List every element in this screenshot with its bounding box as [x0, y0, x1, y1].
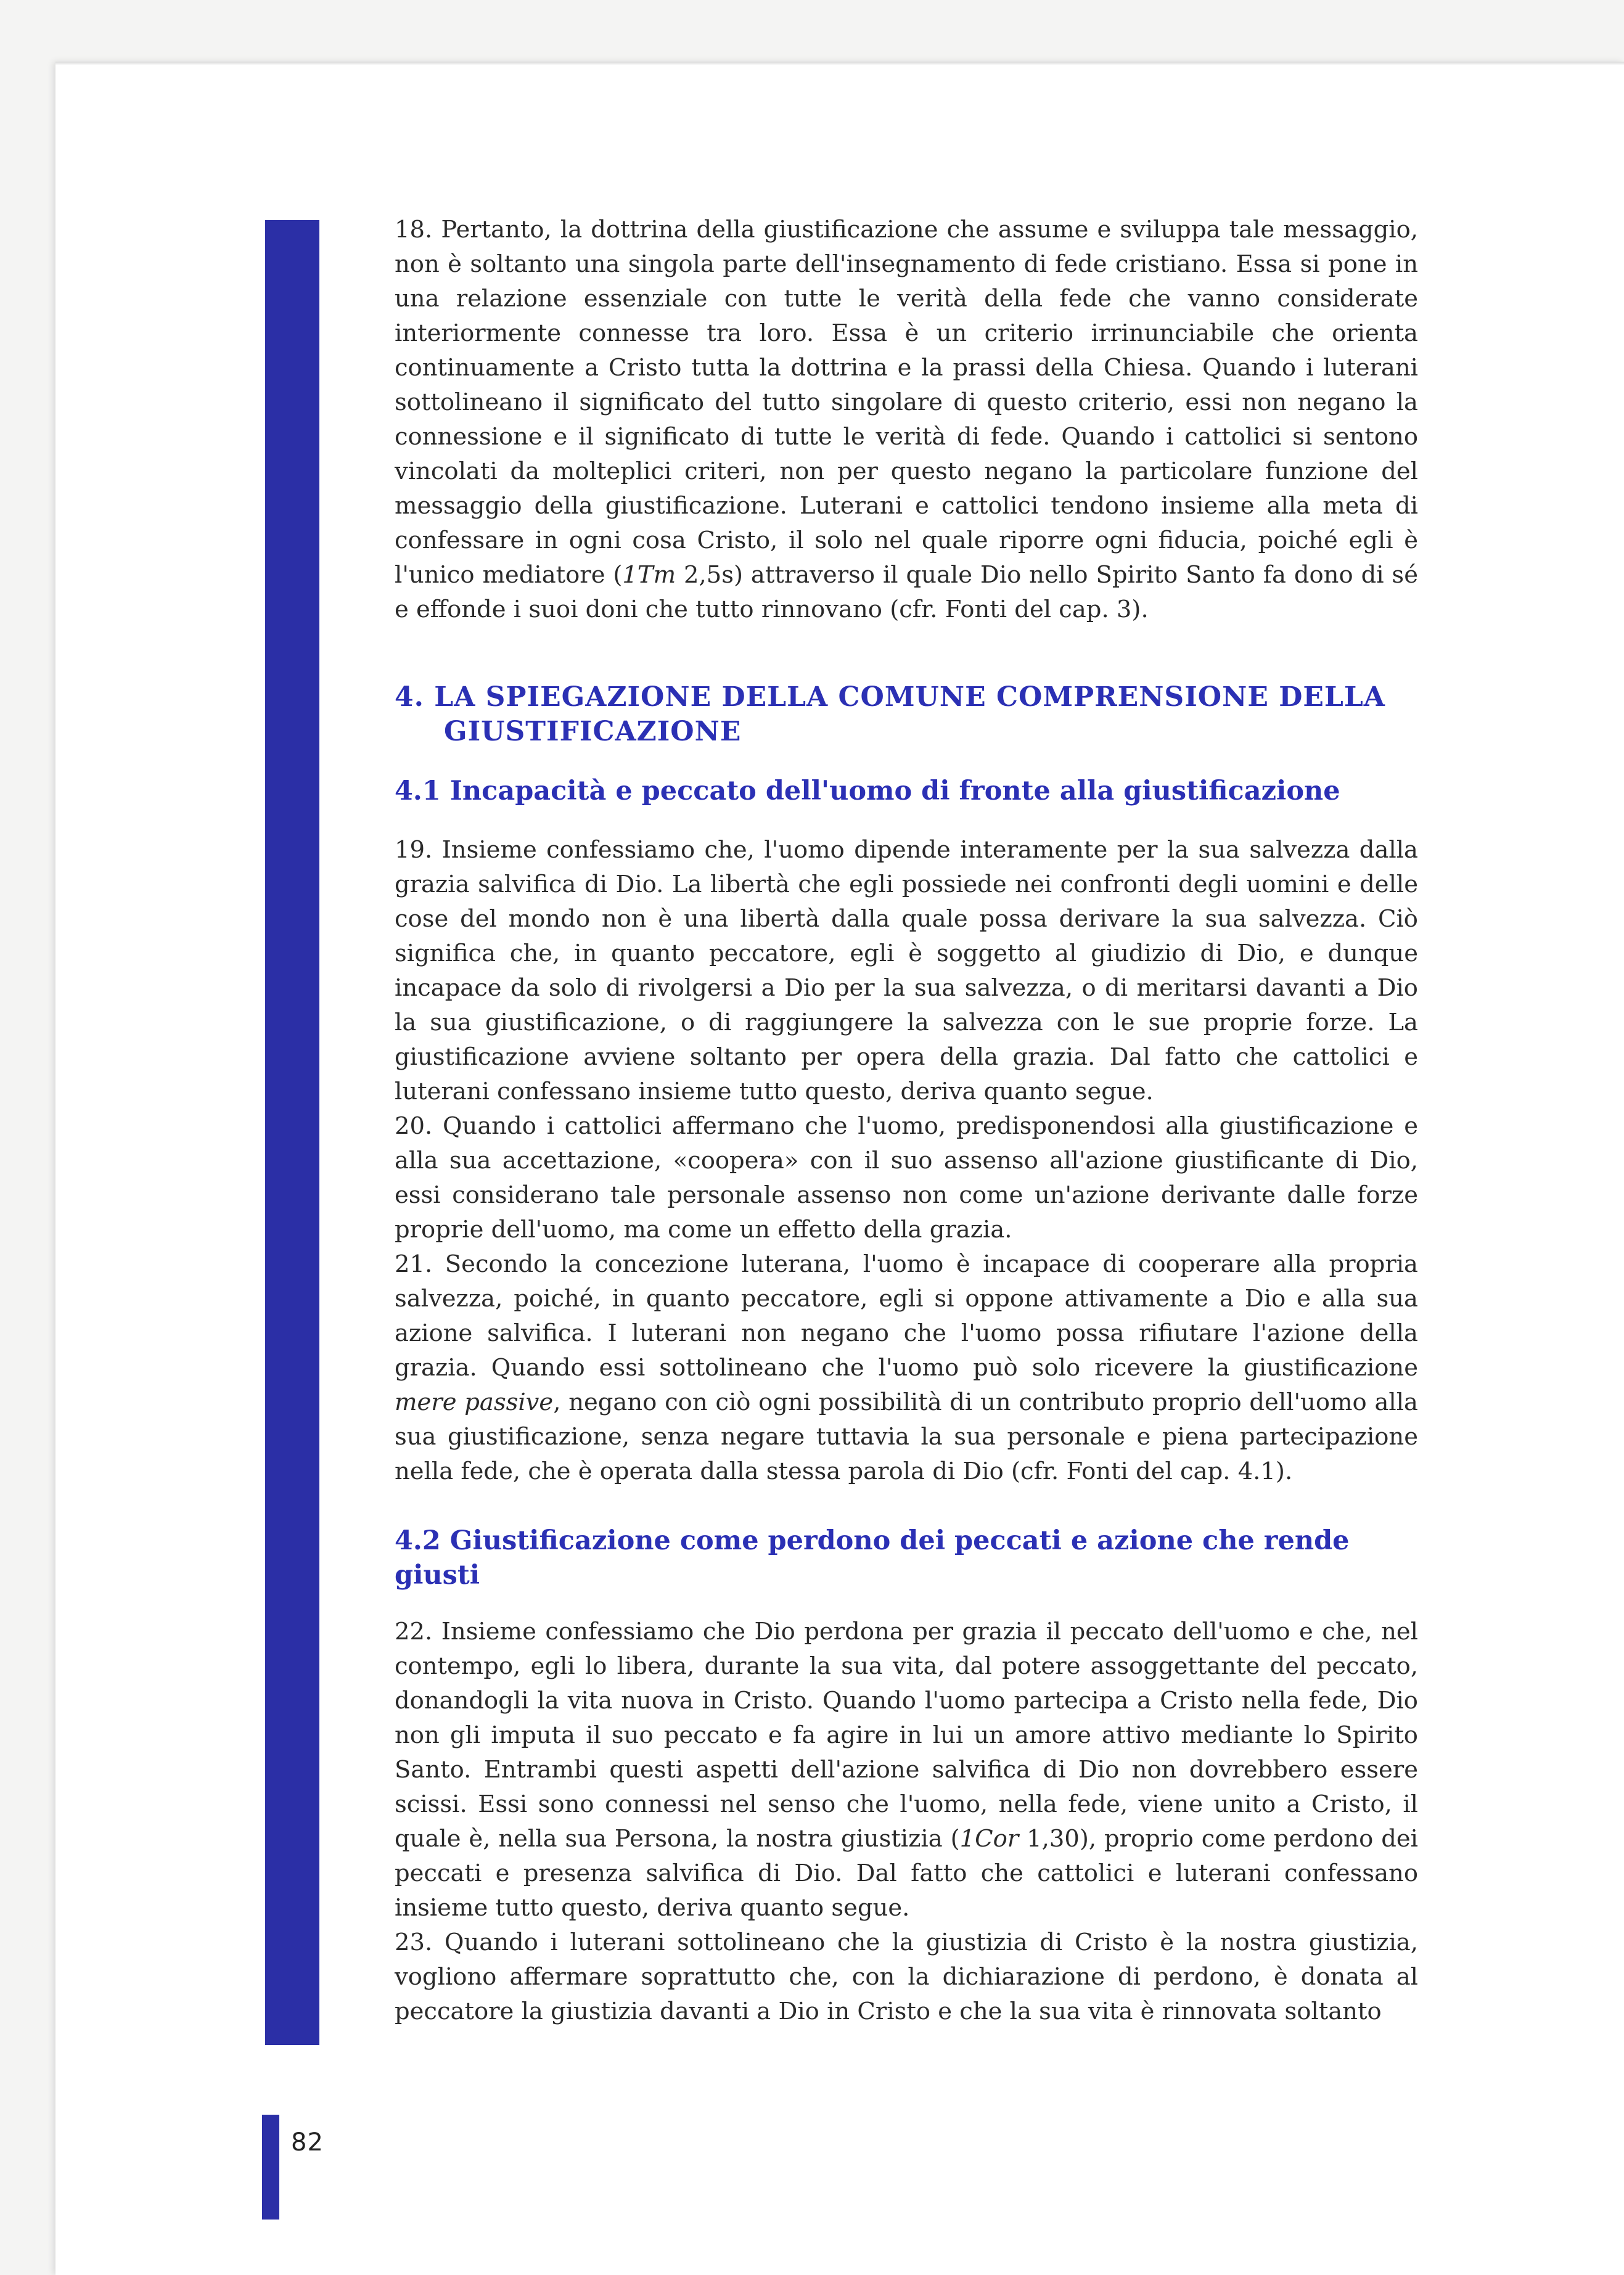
subsection-heading-4-2: 4.2 Giustificazione come perdono dei peccati e azione che rende giusti [395, 1525, 1350, 1591]
bible-reference: 1Cor [959, 1825, 1019, 1853]
paragraph-21: 21. Secondo la concezione luterana, l'uomo è incapace di cooperare alla propria salvezza, poiché, in quanto peccatore, egli si oppone attivamente a Dio e alla sua azione salvifica. I luterani non negano che l'uomo possa rifiutare l'azione della grazia. Quando essi sottolineano che l'uomo può solo ricevere la giustificazione mere passive, negano con ciò ogni possibilità di un contributo proprio dell'uomo alla sua giustificazione, senza negare tuttavia la sua personale e piena partecipazione nella fede, che è operata dalla stessa parola di Dio (cfr. Fonti del cap. 4.1). [395, 1250, 1418, 1485]
page-top-edge [55, 62, 1624, 65]
document-body [395, 213, 1418, 2029]
paragraph-23: 23. Quando i luterani sottolineano che la giustizia di Cristo è la nostra giustizia, vogliono affermare soprattutto che, con la dichiarazione di perdono, è donata al peccatore la giustizia davanti a Dio in Cristo e che la sua vita è rinnovata soltanto [395, 1929, 1418, 2025]
paragraph-19: 19. Insieme confessiamo che, l'uomo dipende interamente per la sua salvezza dalla grazia salvifica di Dio. La libertà che egli possiede nei confronti degli uomini e delle cose del mondo non è una libertà dalla quale possa derivare la sua salvezza. Ciò significa che, in quanto peccatore, egli è soggetto al giudizio di Dio, e dunque incapace da solo di rivolgersi a Dio per la sua salvezza, o di meritarsi davanti a Dio la sua giustificazione, o di raggiungere la salvezza con le sue proprie forze. La giustificazione avviene soltanto per opera della grazia. Dal fatto che cattolici e luterani confessano insieme tutto questo, deriva quanto segue. [395, 836, 1418, 1105]
subsection-heading-4-1: 4.1 Incapacità e peccato dell'uomo di fronte alla giustificazione [395, 776, 1340, 806]
page-number-bar [262, 2115, 279, 2220]
margin-color-bar [265, 220, 319, 2045]
paragraph-22: 22. Insieme confessiamo che Dio perdona per grazia il peccato dell'uomo e che, nel contempo, egli lo libera, durante la sua vita, dal potere assoggettante del peccato, donandogli la vita nuova in Cristo. Quando l'uomo partecipa a Cristo nella fede, Dio non gli imputa il suo peccato e fa agire in lui un amore attivo mediante lo Spirito Santo. Entrambi questi aspetti dell'azione salvifica di Dio non dovrebbero essere scissi. Essi sono connessi nel senso che l'uomo, nella fede, viene unito a Cristo, il quale è, nella sua Persona, la nostra giustizia (1Cor 1,30), proprio come perdono dei peccati e presenza salvifica di Dio. Dal fatto che cattolici e luterani confessano insieme tutto questo, deriva quanto segue. [395, 1618, 1418, 1922]
bible-reference: 1Tm [622, 561, 676, 589]
paragraph-18: 18. Pertanto, la dottrina della giustificazione che assume e sviluppa tale messaggio, non è soltanto una singola parte dell'insegnamento di fede cristiano. Essa si pone in una relazione essenziale con tutte le verità della fede che vanno considerate interiormente connesse tra loro. Essa è un criterio irrinunciabile che orienta continuamente a Cristo tutta la dottrina e la prassi della Chiesa. Quando i luterani sottolineano il significato del tutto singolare di questo criterio, essi non negano la connessione e il significato di tutte le verità di fede. Quando i cattolici si sentono vincolati da molteplici criteri, non per questo negano la particolare funzione del messaggio della giustificazione. Luterani e cattolici tendono insieme alla meta di confessare in ogni cosa Cristo, il solo nel quale riporre ogni fiducia, poiché egli è l'unico mediatore (1Tm 2,5s) attraverso il quale Dio nello Spirito Santo fa dono di sé e effonde i suoi doni che tutto rinnovano (cfr. Fonti del cap. 3). [395, 216, 1418, 623]
page-number: 82 [291, 2128, 324, 2157]
latin-term: mere passive [395, 1388, 554, 1416]
section-heading: 4. LA SPIEGAZIONE DELLA COMUNE COMPRENSIONE DELLA GIUSTIFICAZIONE [395, 681, 1385, 747]
paragraph-20: 20. Quando i cattolici affermano che l'uomo, predisponendosi alla giustificazione e alla sua accettazione, «coopera» con il suo assenso all'azione giustificante di Dio, essi considerano tale personale assenso non come un'azione derivante dalle forze proprie dell'uomo, ma come un effetto della grazia. [395, 1112, 1418, 1244]
